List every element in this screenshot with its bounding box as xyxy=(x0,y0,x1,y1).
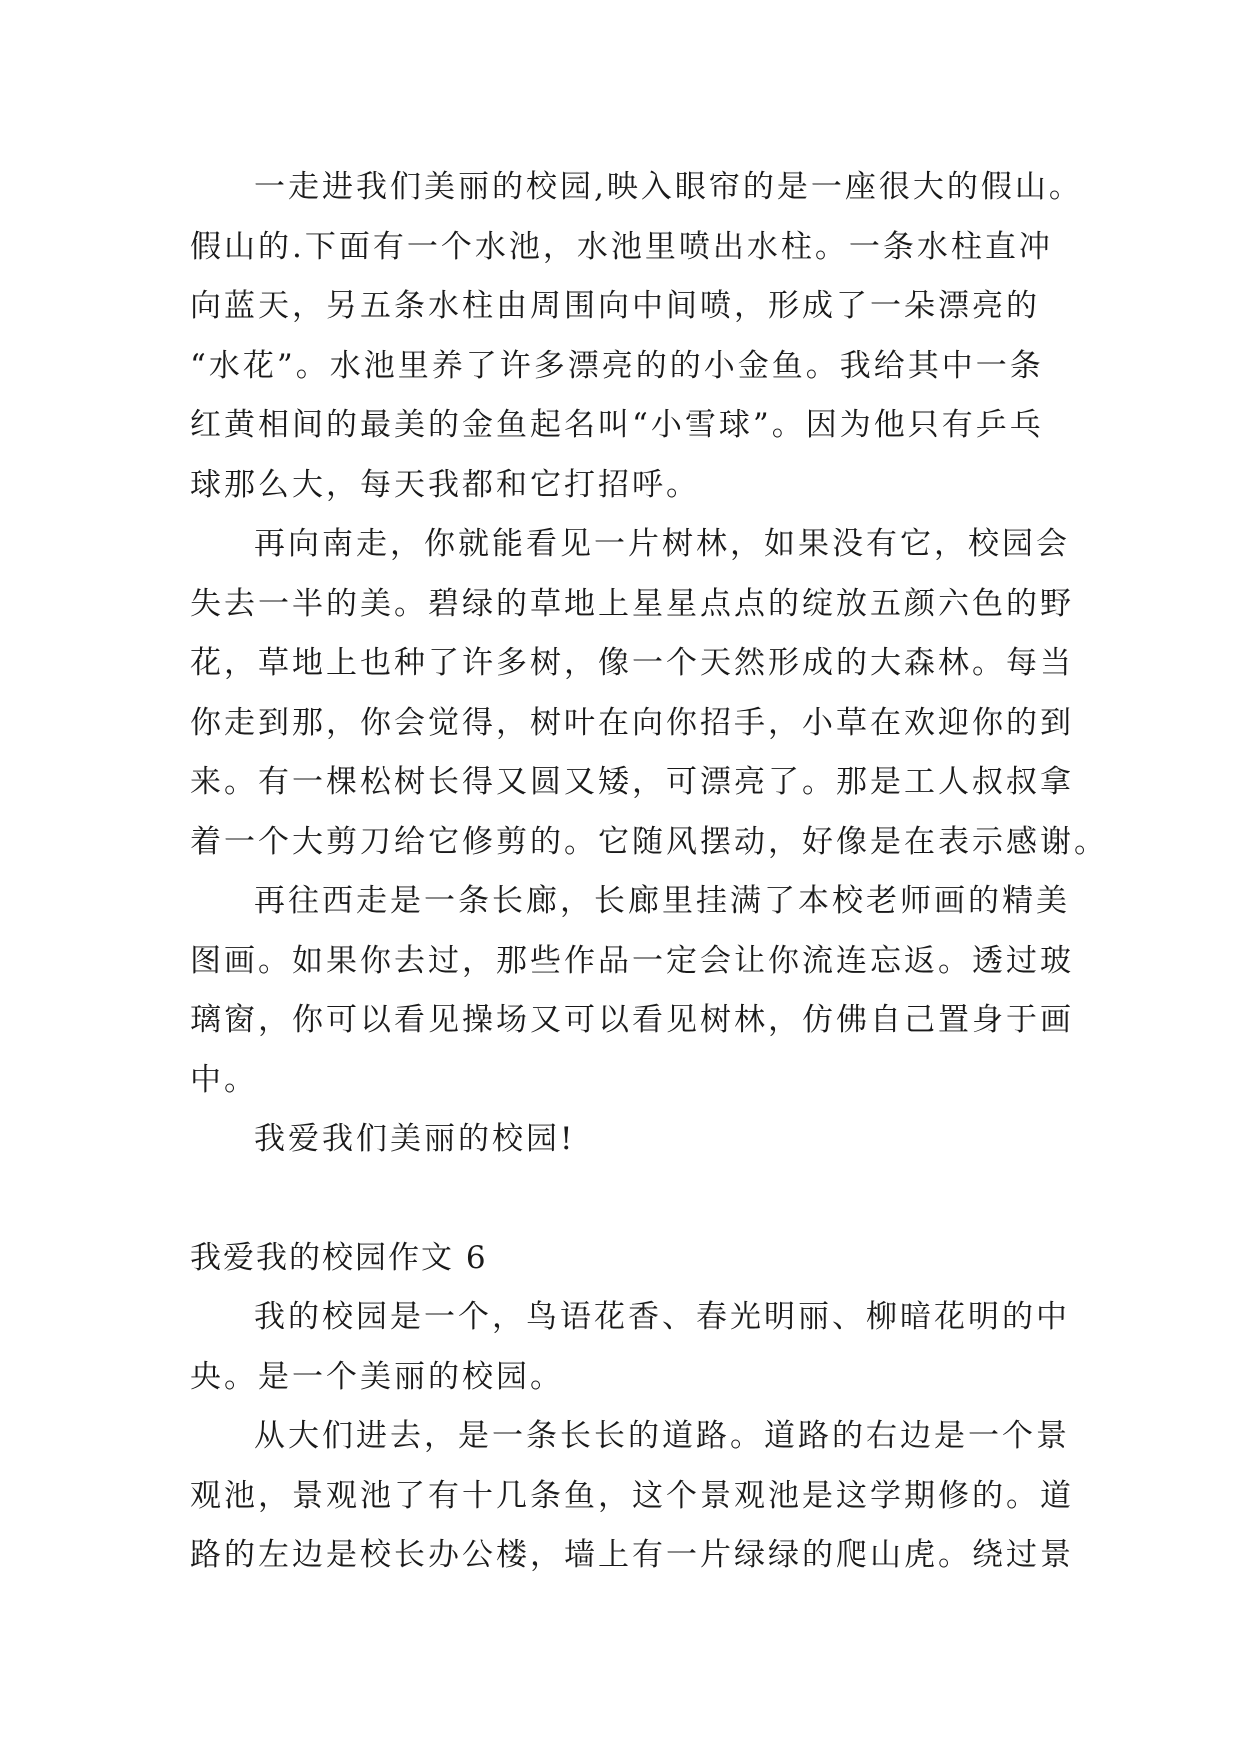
paragraph-line: 红黄相间的最美的金鱼起名叫“小雪球”。因为他只有乒乓 xyxy=(190,407,1044,443)
paragraph-intro xyxy=(190,1288,1070,1407)
paragraph-line: 失去一半的美。碧绿的草地上星星点点的绽放五颜六色的野 xyxy=(190,585,1074,622)
paragraph-line: 花，草地上也种了许多树，像一个天然形成的大森林。每当 xyxy=(190,645,1074,681)
paragraph-line: 中。 xyxy=(190,1061,258,1098)
paragraph-road xyxy=(190,1407,1074,1586)
paragraph-line: 我爱我们美丽的校园! xyxy=(254,1121,576,1157)
paragraph-line: 再向南走，你就能看见一片树林，如果没有它，校园会 xyxy=(254,526,1070,562)
paragraph-line: 你走到那，你会觉得，树叶在向你招手，小草在欢迎你的到 xyxy=(190,704,1074,741)
paragraph-line: 假山的.下面有一个水池，水池里喷出水柱。一条水柱直冲 xyxy=(190,228,1053,265)
paragraph-line: 璃窗，你可以看见操场又可以看见树林，仿佛自己置身于画 xyxy=(190,1002,1074,1038)
paragraph-line: “水花”。水池里养了许多漂亮的的小金鱼。我给其中一条 xyxy=(190,347,1044,384)
paragraph-line: 观池，景观池了有十几条鱼，这个景观池是这学期修的。道 xyxy=(190,1477,1074,1514)
paragraph-line: 来。有一棵松树长得又圆又矮，可漂亮了。那是工人叔叔拿 xyxy=(190,764,1074,800)
paragraph-line: 我的校园是一个，鸟语花香、春光明丽、柳暗花明的中 xyxy=(254,1299,1070,1335)
section-spacer xyxy=(190,1170,1070,1229)
document-body xyxy=(190,158,1108,1586)
paragraph-line: 一走进我们美丽的校园,映入眼帘的是一座很大的假山。 xyxy=(254,169,1083,205)
paragraph-woods xyxy=(190,515,1108,872)
paragraph-line: 图画。如果你去过，那些作品一定会让你流连忘返。透过玻 xyxy=(190,942,1074,979)
paragraph-line: 央。是一个美丽的校园。 xyxy=(190,1358,564,1395)
paragraph-line: 再往西走是一条长廊，长廊里挂满了本校老师画的精美 xyxy=(254,883,1070,919)
paragraph-fake-mountain xyxy=(190,158,1083,515)
section-heading: 我爱我的校园作文 6 xyxy=(190,1239,488,1276)
paragraph-line: 从大们进去，是一条长长的道路。道路的右边是一个景 xyxy=(254,1418,1070,1454)
paragraph-line: 路的左边是校长办公楼，墙上有一片绿绿的爬山虎。绕过景 xyxy=(190,1537,1074,1573)
paragraph-closing xyxy=(190,1110,1070,1170)
paragraph-line: 向蓝天，另五条水柱由周围向中间喷，形成了一朵漂亮的 xyxy=(190,288,1040,324)
paragraph-line: 球那么大，每天我都和它打招呼。 xyxy=(190,466,700,503)
paragraph-line: 着一个大剪刀给它修剪的。它随风摆动，好像是在表示感谢。 xyxy=(190,823,1108,860)
paragraph-corridor xyxy=(190,872,1074,1110)
